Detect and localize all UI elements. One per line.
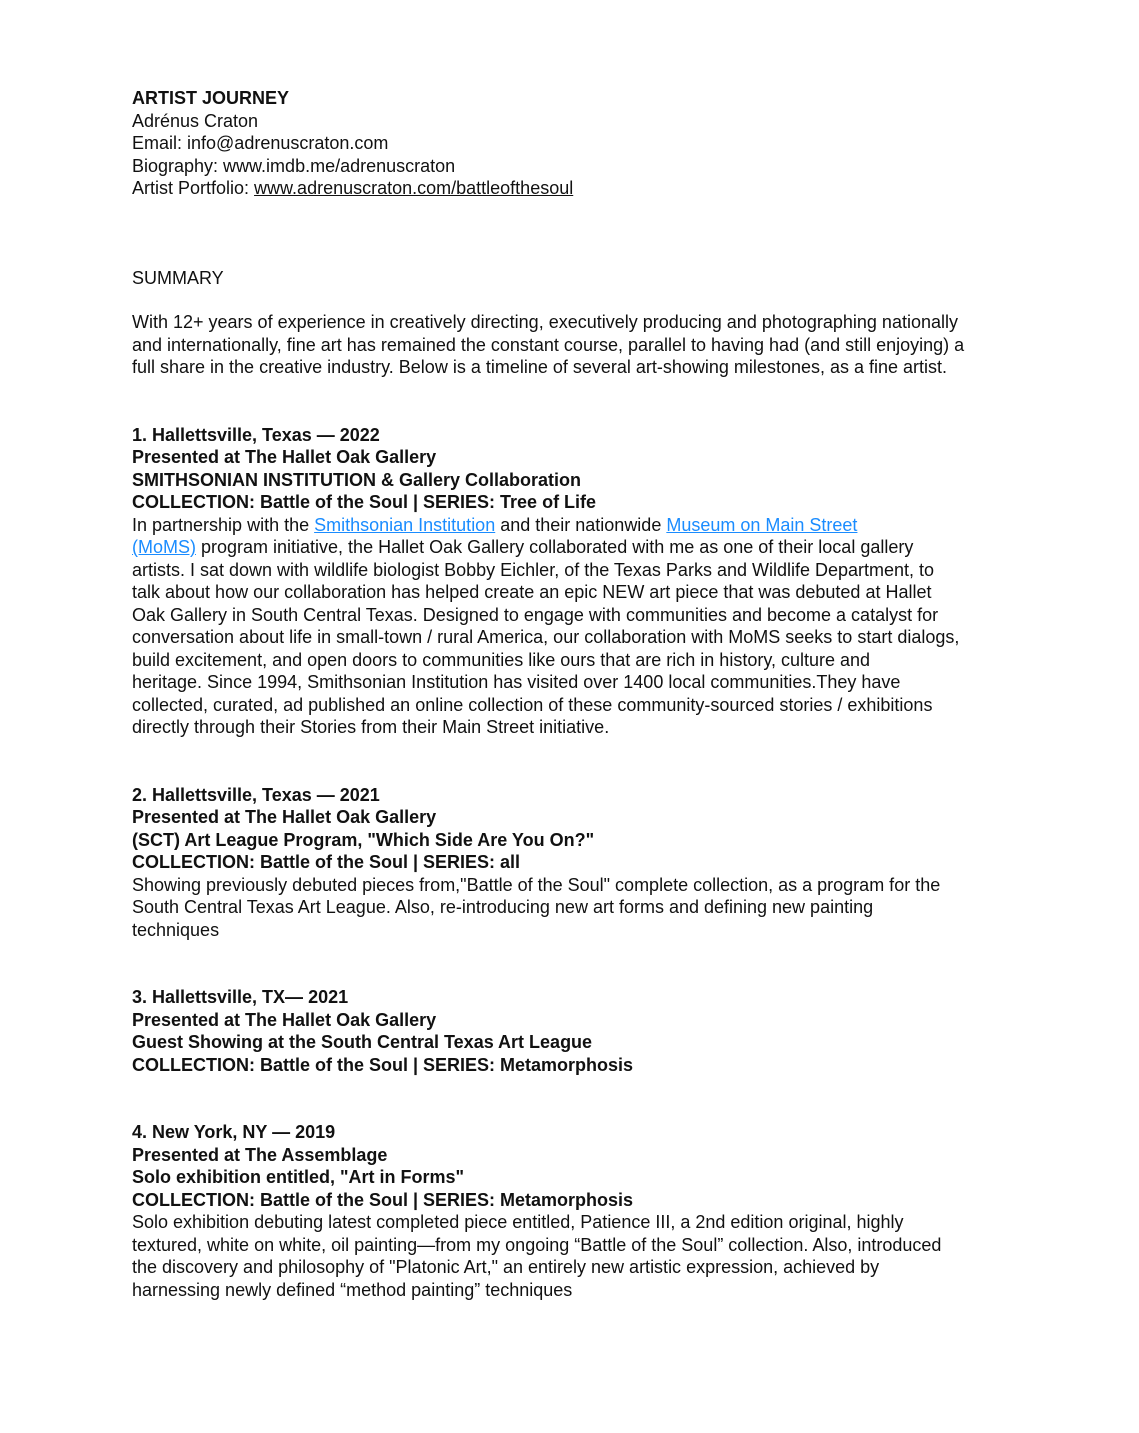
text-segment: and their nationwide: [495, 514, 667, 535]
milestone-venue: Presented at The Hallet Oak Gallery: [132, 807, 437, 827]
portfolio-label: Artist Portfolio:: [132, 178, 255, 198]
milestone-description-line: the discovery and philosophy of "Platonic Art," an entirely new artistic expression, achieved by: [132, 1257, 880, 1277]
milestone-description-line: [132, 536, 1017, 559]
milestone-venue: Presented at The Assemblage: [132, 1144, 388, 1165]
email-line: Email: info@adrenuscraton.com: [132, 133, 389, 153]
milestone-description-line: talk about how our collaboration has helped create an epic NEW art piece that was debuted at Hallet: [132, 582, 932, 602]
milestone-description-line: collected, curated, ad published an online collection of these community-sourced stories / exhibitions: [132, 694, 933, 715]
milestone-collection: COLLECTION: Battle of the Soul | SERIES: Metamorphosis: [132, 1189, 634, 1210]
header-block: [132, 87, 1017, 200]
text-segment: program initiative, the Hallet Oak Gallery collaborated with me as one of their local gallery: [196, 537, 914, 557]
milestone-description-line: heritage. Since 1994, Smithsonian Institution has visited over 1400 local communities.They have: [132, 672, 901, 692]
portfolio-line: [132, 177, 1017, 200]
summary-line: With 12+ years of experience in creatively directing, executively producing and photographing nationally: [132, 312, 958, 332]
summary-block: [132, 267, 1017, 379]
moms-link-continued[interactable]: (MoMS): [132, 537, 196, 557]
document-page: [132, 87, 1017, 1301]
milestone-event: (SCT) Art League Program, "Which Side Are You On?": [132, 829, 595, 850]
milestone-collection: COLLECTION: Battle of the Soul | SERIES: Metamorphosis: [132, 1054, 634, 1075]
milestone-event: Guest Showing at the South Central Texas Art League: [132, 1032, 593, 1052]
summary-line: full share in the creative industry. Below is a timeline of several art-showing milestones, as a fine artist.: [132, 357, 948, 377]
milestone-location: 4. New York, NY — 2019: [132, 1122, 336, 1142]
milestone-4: [132, 1121, 1017, 1301]
milestone-description-line: South Central Texas Art League. Also, re-introducing new art forms and defining new painting: [132, 897, 874, 917]
milestone-event: Solo exhibition entitled, "Art in Forms": [132, 1167, 465, 1187]
milestone-collection: COLLECTION: Battle of the Soul | SERIES: all: [132, 852, 521, 872]
moms-link[interactable]: Museum on Main Street: [666, 514, 858, 535]
milestone-description-line: build excitement, and open doors to communities like ours that are rich in history, culture and: [132, 649, 871, 670]
milestone-description-line: techniques: [132, 919, 220, 940]
milestone-description-line: directly through their Stories from their Main Street initiative.: [132, 717, 610, 737]
milestone-collection: COLLECTION: Battle of the Soul | SERIES: Tree of Life: [132, 492, 597, 512]
biography-line: Biography: www.imdb.me/adrenuscraton: [132, 155, 456, 176]
milestone-description-line: Showing previously debuted pieces from,"Battle of the Soul" complete collection, as a program for the: [132, 874, 941, 895]
milestone-1: [132, 424, 1017, 739]
milestone-event: SMITHSONIAN INSTITUTION & Gallery Collaboration: [132, 469, 582, 490]
artist-name: Adrénus Craton: [132, 110, 259, 131]
milestone-location: 3. Hallettsville, TX— 2021: [132, 987, 349, 1007]
portfolio-link[interactable]: www.adrenuscraton.com/battleofthesoul: [254, 178, 574, 198]
summary-line: and internationally, fine art has remained the constant course, parallel to having had (and still enjoying) a: [132, 334, 965, 355]
milestone-location: 1. Hallettsville, Texas — 2022: [132, 424, 380, 445]
milestone-description-line: harnessing newly defined “method painting” techniques: [132, 1279, 573, 1300]
document-title: ARTIST JOURNEY: [132, 88, 290, 108]
milestone-description-line: conversation about life in small-town / rural America, our collaboration with MoMS seeks to start dialogs,: [132, 627, 960, 647]
milestone-location: 2. Hallettsville, Texas — 2021: [132, 784, 380, 805]
milestone-2: [132, 784, 1017, 942]
milestone-venue: Presented at The Hallet Oak Gallery: [132, 447, 437, 467]
milestone-description-line: textured, white on white, oil painting—from my ongoing “Battle of the Soul” collection. Also, introduced: [132, 1234, 942, 1255]
summary-heading: SUMMARY: [132, 267, 224, 288]
milestone-description-line: Oak Gallery in South Central Texas. Designed to engage with communities and become a catalyst for: [132, 604, 939, 625]
smithsonian-link[interactable]: Smithsonian Institution: [314, 514, 496, 535]
milestone-description-line: Solo exhibition debuting latest completed piece entitled, Patience III, a 2nd edition original, highly: [132, 1212, 904, 1232]
milestone-description-line: artists. I sat down with wildlife biologist Bobby Eichler, of the Texas Parks and Wildlife Department, to: [132, 559, 935, 580]
milestone-description-line: [132, 514, 1017, 537]
milestone-3: [132, 986, 1017, 1076]
text-segment: In partnership with the: [132, 514, 315, 535]
milestone-venue: Presented at The Hallet Oak Gallery: [132, 1009, 437, 1030]
